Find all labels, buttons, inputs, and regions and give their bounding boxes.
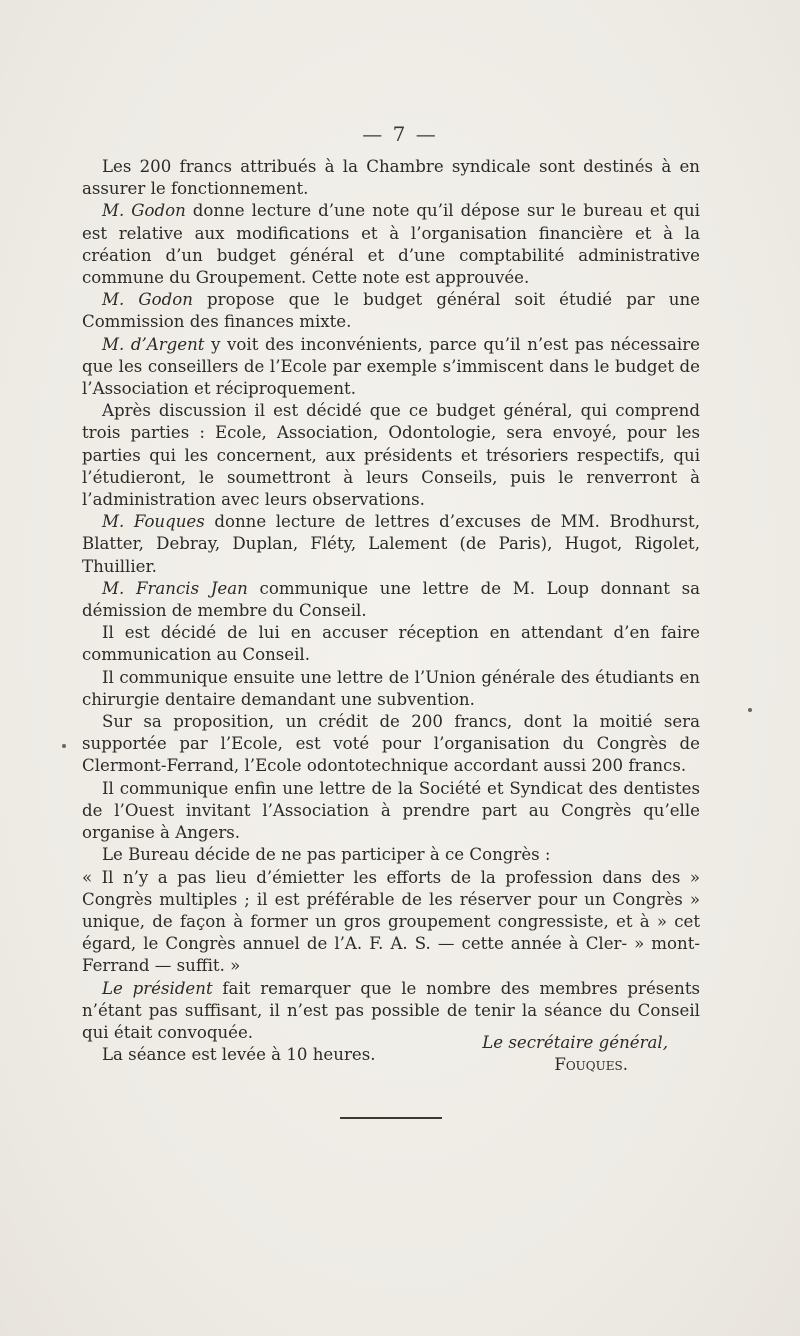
paragraph-text: Après discussion il est décidé que ce budget général, qui comprend trois parties : Ecole, Association, Odontologie, sera envoyé, pour les parties qui les concernent, aux présidents et trésoriers respectifs, qui l’étudieront, le soumettront à leurs Conseils, puis le renverront à l’administration avec leurs observations. xyxy=(82,401,700,510)
body-text xyxy=(82,156,700,1066)
paragraph-text: La séance est levée à 10 heures. xyxy=(102,1045,376,1065)
paragraph-text: Il communique ensuite une lettre de l’Union générale des étudiants en chirurgie dentaire demandant une subvention. xyxy=(82,667,700,709)
paragraph xyxy=(82,400,700,511)
paragraph xyxy=(82,844,700,866)
quoted-resolution xyxy=(82,867,700,978)
signature-role: Le secrétaire général, xyxy=(482,1033,668,1052)
signature-block xyxy=(420,1032,668,1076)
paper-speck xyxy=(748,708,752,712)
speaker-name: M. d’Argent xyxy=(102,334,205,354)
speaker-name: M. Godon xyxy=(102,201,186,221)
page-number: — 7 — xyxy=(362,122,438,146)
speaker-name: M. Fouques xyxy=(102,512,205,532)
signature-name: Fouques. xyxy=(554,1055,628,1075)
paragraph xyxy=(82,778,700,845)
paragraph-text: Le Bureau décide de ne pas participer à ce Congrès : xyxy=(102,845,551,865)
paragraph xyxy=(82,156,700,200)
paragraph xyxy=(82,667,700,711)
paragraph xyxy=(82,711,700,778)
paper-speck xyxy=(62,744,66,748)
paragraph xyxy=(82,511,700,578)
paragraph-text: « Il n’y a pas lieu d’émietter les efforts de la profession dans des » Congrès multiples ; il est préférable de les réserver pour un Congrès » unique, de façon à former un gros groupement congressiste, et à » cet égard, le Congrès annuel de l’A. F. A. S. — cette année à Cler- » mont-Ferrand — suffit. » xyxy=(82,867,700,976)
paragraph xyxy=(82,200,700,289)
paragraph-text: y voit des inconvénients, parce qu’il n’est pas nécessaire que les conseillers de l’Ecole par exemple s’immiscent dans le budget de l’Association et réciproquement. xyxy=(82,334,700,399)
paragraph-text: Sur sa proposition, un crédit de 200 francs, dont la moitié sera supportée par l’Ecole, est voté pour l’organisation du Congrès de Clermont-Ferrand, l’Ecole odontotechnique accordant aussi 200 francs. xyxy=(82,712,700,776)
paragraph-text: communique une lettre de M. Loup donnant sa démission de membre du Conseil. xyxy=(82,578,700,621)
paragraph xyxy=(82,334,700,401)
paragraph-text: fait remarquer que le nombre des membres présents n’étant pas suffisant, il n’est pas possible de tenir la séance du Conseil qui était convoquée. xyxy=(82,978,700,1042)
paragraph xyxy=(82,578,700,622)
end-rule xyxy=(340,1117,442,1119)
paragraph xyxy=(82,622,700,666)
speaker-name: M. Godon xyxy=(102,290,193,310)
speaker-name: M. Francis Jean xyxy=(102,578,248,598)
speaker-name: Le président xyxy=(102,978,213,998)
paragraph-text: Il est décidé de lui en accuser réception en attendant d’en faire communication au Conseil. xyxy=(82,623,700,665)
paragraph-text: propose que le budget général soit étudié par une Commission des finances mixte. xyxy=(82,290,700,332)
paragraph-text: Il communique enfin une lettre de la Société et Syndicat des dentistes de l’Ouest invitant l’Association à prendre part au Congrès qu’elle organise à Angers. xyxy=(82,778,700,843)
paragraph-text: donne lecture d’une note qu’il dépose sur le bureau et qui est relative aux modifications et à l’organisation financière et à la création d’un budget général et d’une comptabilité administrative commune du Groupement. Cette note est approuvée. xyxy=(82,201,700,288)
paragraph-text: Les 200 francs attribués à la Chambre syndicale sont destinés à en assurer le fonctionnement. xyxy=(82,157,700,199)
paragraph xyxy=(82,289,700,333)
paragraph-text: donne lecture de lettres d’excuses de MM. Brodhurst, Blatter, Debray, Duplan, Fléty, Lalement (de Paris), Hugot, Rigolet, Thuillier. xyxy=(82,512,701,576)
